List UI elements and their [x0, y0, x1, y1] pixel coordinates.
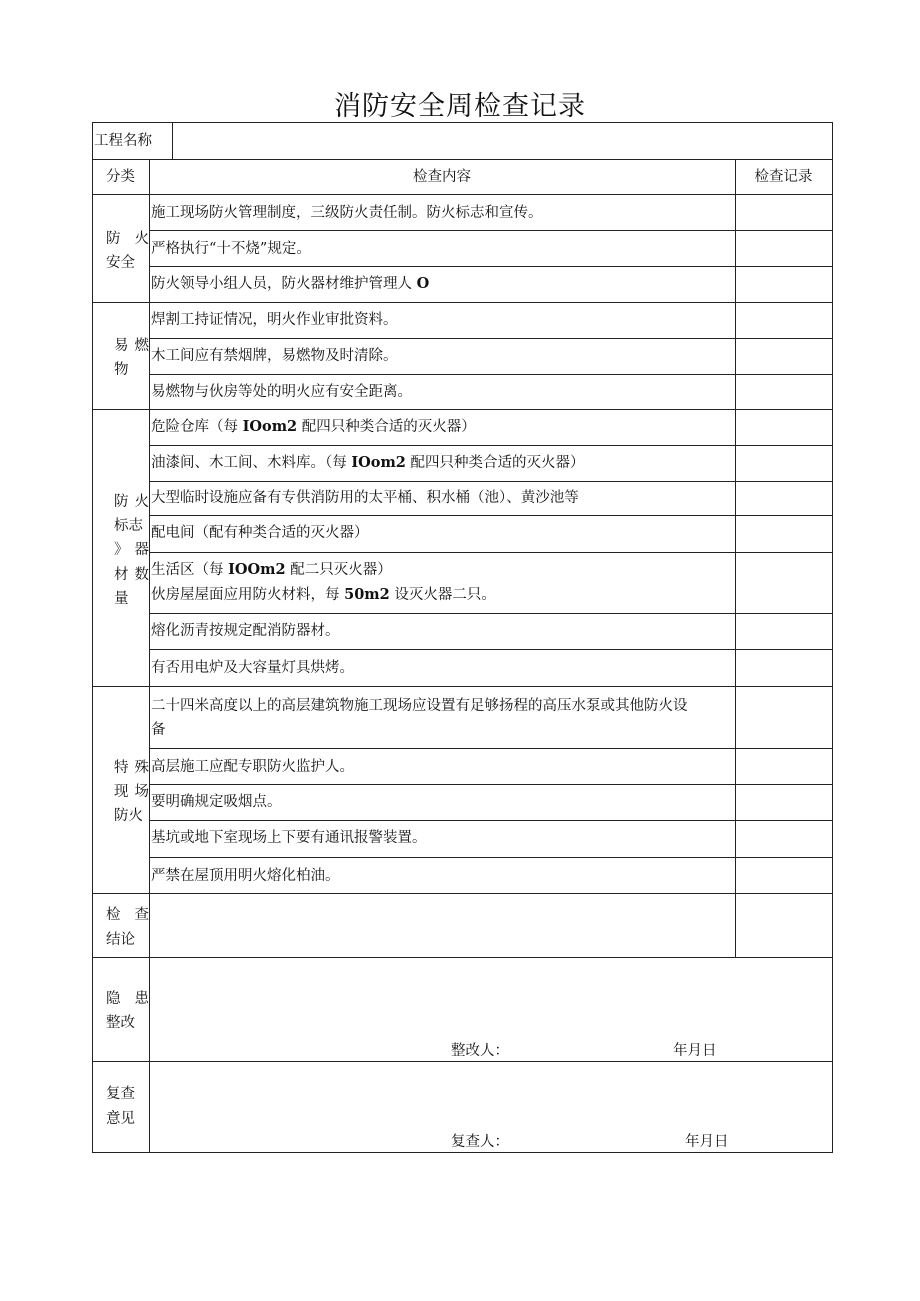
checklist-item: 危险仓库（每 IOom2 配四只种类合适的灭火器）: [151, 418, 476, 435]
checklist-item: 伙房屋屋面应用防火材料，每 50m2 设灭火器二只。: [151, 586, 496, 603]
checklist-item: 油漆间、木工间、木料库。（每 IOom2 配四只种类合适的灭火器）: [151, 454, 585, 471]
checklist-item: 防火领导小组人员，防火器材维护管理人 O: [151, 275, 430, 292]
item-divider: [149, 230, 833, 231]
section-divider: [92, 957, 833, 958]
checklist-item: 基坑或地下室现场上下要有通讯报警装置。: [151, 830, 427, 846]
checklist-item: 焊割工持证情况，明火作业审批资料。: [151, 312, 398, 328]
item-divider: [149, 857, 833, 858]
item-divider: [149, 481, 833, 482]
row-divider: [92, 159, 833, 160]
checklist-item: 备: [151, 722, 166, 738]
item-divider: [149, 374, 833, 375]
checklist-item: 要明确规定吸烟点。: [151, 794, 282, 810]
row-divider: [92, 194, 833, 195]
checklist-item: 严禁在屋顶用明火熔化柏油。: [151, 868, 340, 884]
item-divider: [149, 649, 833, 650]
checklist-item: 生活区（每 IOOm2 配二只灭火器）: [151, 561, 392, 578]
checklist-item: 严格执行“十不烧”规定。: [151, 241, 311, 257]
record-column-divider: [735, 159, 736, 957]
checklist-item: 熔化沥青按规定配消防器材。: [151, 623, 340, 639]
table-border-top: [92, 122, 833, 123]
checklist-item: 木工间应有禁烟牌，易燃物及时清除。: [151, 348, 398, 364]
section-divider: [92, 893, 833, 894]
item-divider: [149, 613, 833, 614]
section-divider: [92, 409, 833, 410]
section-divider: [92, 686, 833, 687]
reviewer-signature-label: 复查人：: [451, 1134, 509, 1150]
category-column-header: 分类: [106, 169, 135, 185]
project-name-label: 工程名称: [94, 133, 152, 149]
project-label-divider: [172, 122, 173, 159]
item-divider: [149, 552, 833, 553]
rectification-date-label: 年月日: [673, 1043, 717, 1059]
item-divider: [149, 820, 833, 821]
item-divider: [149, 338, 833, 339]
rectifier-signature-label: 整改人：: [451, 1043, 509, 1059]
item-divider: [149, 266, 833, 267]
checklist-item: 易燃物与伙房等处的明火应有安全距离。: [151, 384, 412, 400]
record-column-header: 检查记录: [754, 169, 813, 185]
item-divider: [149, 784, 833, 785]
checklist-item: 配电间（配有种类合适的灭火器）: [151, 525, 369, 541]
checklist-item: 有否用电炉及大容量灯具烘烤。: [151, 660, 354, 676]
item-divider: [149, 445, 833, 446]
review-date-label: 年月日: [685, 1134, 729, 1150]
checklist-item: 二十四米高度以上的高层建筑物施工现场应设置有足够扬程的高压水泵或其他防火设: [151, 698, 688, 714]
checklist-item: 高层施工应配专职防火监护人。: [151, 759, 354, 775]
table-border-right: [832, 122, 833, 1152]
item-divider: [149, 748, 833, 749]
item-divider: [149, 515, 833, 516]
category-column-divider: [149, 159, 150, 1152]
section-divider: [92, 302, 833, 303]
page-title: 消防安全周检查记录: [334, 91, 586, 122]
content-column-header: 检查内容: [413, 169, 471, 185]
table-border-left: [92, 122, 93, 1152]
checklist-item: 施工现场防火管理制度，三级防火责任制。防火标志和宣传。: [151, 205, 543, 221]
checklist-item: 大型临时设施应备有专供消防用的太平桶、积水桶（池）、黄沙池等: [151, 490, 579, 506]
